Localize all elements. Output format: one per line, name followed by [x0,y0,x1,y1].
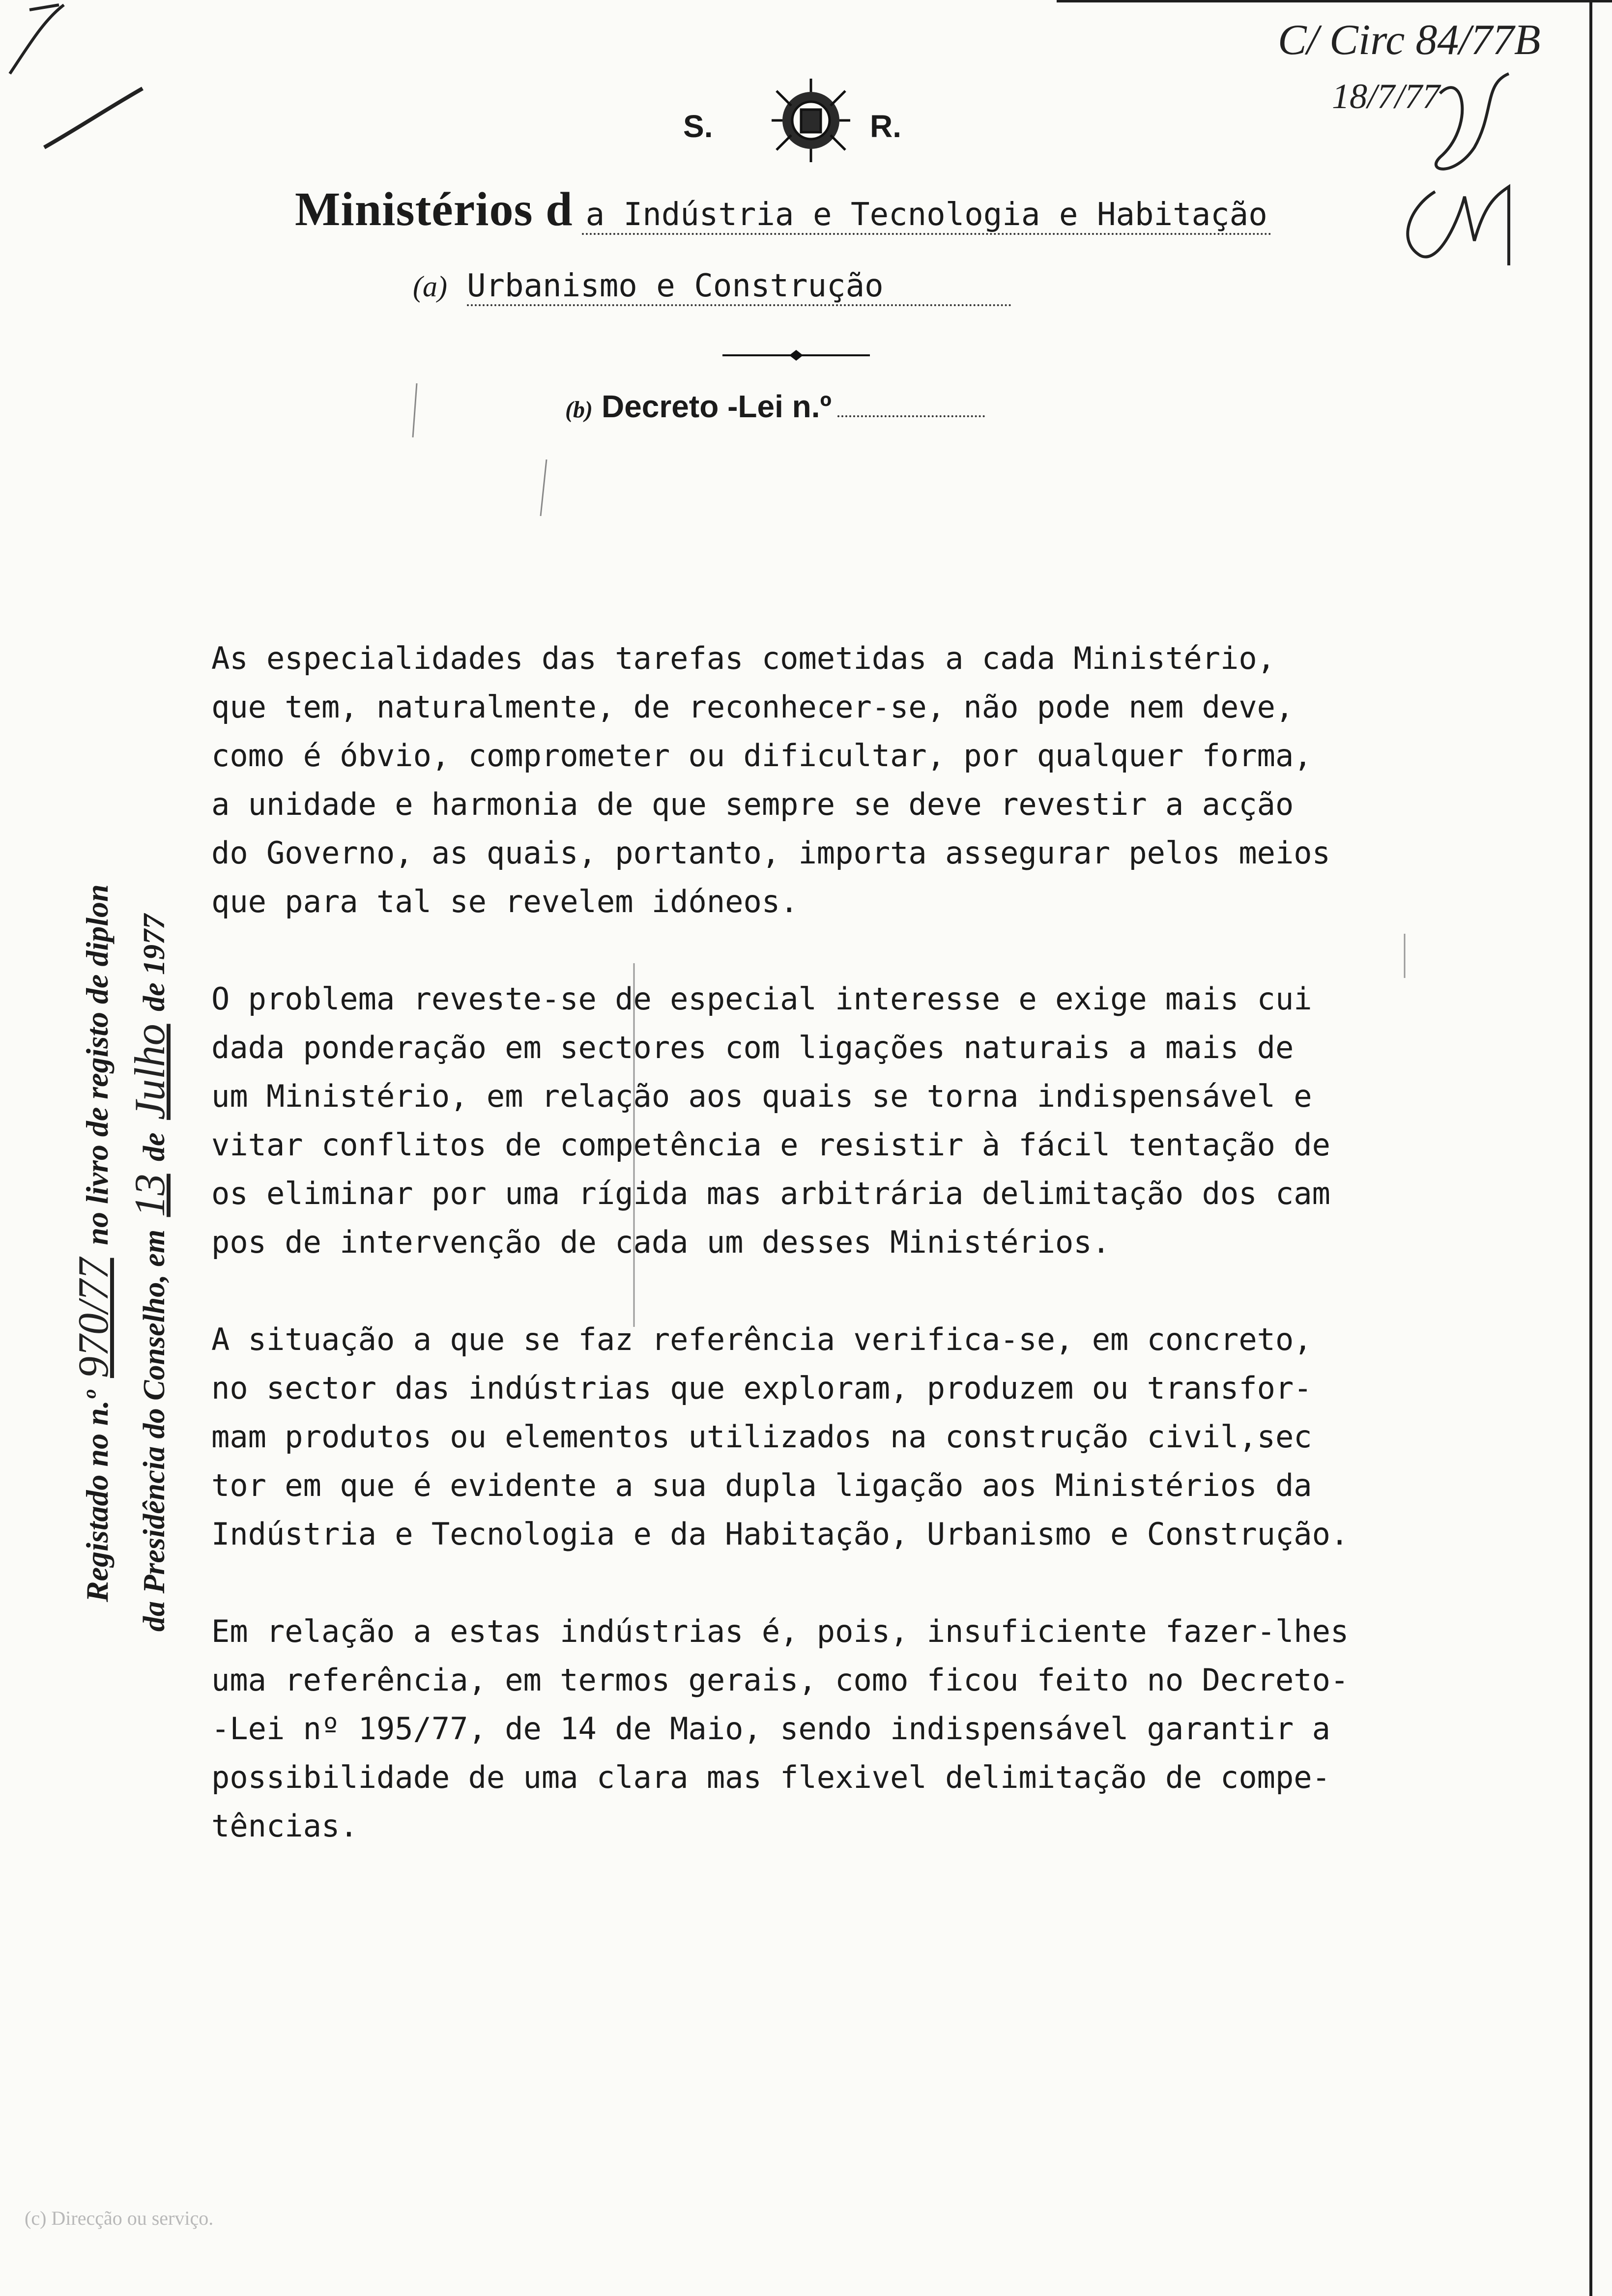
decree-text: Decreto -Lei n.º [601,389,832,424]
text-line: mam produtos ou elementos utilizados na construção civil,sec [211,1419,1312,1455]
text-line: Em relação a estas indústrias é, pois, insuficiente fazer-lhes [211,1613,1349,1649]
header-letter-r: R. [870,109,901,144]
text-line: vitar conflitos de competência e resistir à fácil tentação de [211,1127,1330,1163]
stamp-presidency: da Presidência do Conselho, em [138,1229,171,1632]
decree-number-blank [837,415,985,417]
text-line: pos de intervenção de cada um desses Ministérios. [211,1224,1111,1260]
text-line: que tem, naturalmente, de reconhecer-se, não pode nem deve, [211,689,1294,725]
text-line: Indústria e Tecnologia e da Habitação, Urbanismo e Construção. [211,1516,1349,1552]
stamp-no: no n.º [80,1391,115,1467]
document-body [211,634,1450,1899]
stamp-day: 13 [126,1174,174,1217]
line-a-text: Urbanismo e Construção [467,268,1011,306]
ministry-prefix: Ministérios d [295,183,573,236]
top-border-line [1057,0,1612,2]
text-line: os eliminar por uma rígida mas arbitrária delimitação dos cam [211,1176,1330,1211]
stamp-month: Julho [126,1024,174,1120]
signature-loop [1436,74,1509,169]
registration-stamp-line-1 [69,884,118,1602]
ministry-name: a Indústria e Tecnologia e Habitação [582,197,1271,235]
text-line: -Lei nº 195/77, de 14 de Maio, sendo indispensável garantir a [211,1711,1330,1747]
stamp-registry-number: 970/77 [70,1258,117,1378]
text-line: que para tal se revelem idóneos. [211,884,799,919]
paragraph-4 [211,1607,1450,1850]
text-line: uma referência, em termos gerais, como ficou feito no Decreto- [211,1662,1349,1698]
ministry-title [295,182,1271,237]
text-line: um Ministério, em relação aos quais se torna indispensável e [211,1078,1312,1114]
subtitle-line-a [413,268,1011,304]
corner-scribble [10,5,64,74]
handwriting-strokes [1278,10,1592,265]
stamp-de: de [138,1132,171,1161]
text-line: A situação a que se faz referência verifica-se, em concreto, [211,1321,1312,1357]
text-line: no sector das indústrias que exploram, produzem ou transfor- [211,1370,1312,1406]
text-line: possibilidade de uma clara mas flexivel delimitação de compe- [211,1759,1330,1795]
text-line: como é óbvio, comprometer ou dificultar, por qualquer forma, [211,738,1312,774]
stamp-book: no livro de registo de diplon [80,884,115,1245]
line-a-label: (a) [413,270,447,303]
stamp-registered: Registado [80,1474,115,1602]
handwritten-line-1: C/ Circ 84/77B [1278,16,1541,64]
handwritten-annotation [1278,10,1592,265]
handwritten-line-2: 18/7/77 [1332,77,1440,116]
paragraph-3 [211,1315,1450,1558]
decree-label: (b) [565,397,593,423]
text-line: do Governo, as quais, portanto, importa assegurar pelos meios [211,835,1330,871]
decree-line [565,388,985,425]
vertical-tick [541,459,547,516]
text-line: tor em que é evidente a sua dupla ligação aos Ministérios da [211,1467,1312,1503]
corner-stroke [44,88,143,147]
paragraph-1 [211,634,1450,926]
text-line: dada ponderação em sectores com ligações naturais a mais de [211,1030,1294,1065]
paragraph-2 [211,975,1450,1266]
vertical-tick [413,383,417,437]
right-border-line [1589,0,1592,2296]
stamp-year: de 1977 [138,914,171,1011]
header-letter-s: S. [683,109,713,144]
footer-note: (c) Direcção ou serviço. [25,2207,214,2229]
text-line: O problema reveste-se de especial interesse e exige mais cui [211,981,1312,1017]
text-line: tências. [211,1808,358,1844]
text-line: a unidade e harmonia de que sempre se deve revestir a acção [211,786,1294,822]
registration-stamp-line-2 [125,914,175,1632]
signature-mark [1408,187,1509,265]
text-line: As especialidades das tarefas cometidas a cada Ministério, [211,640,1275,676]
ornamental-divider [722,348,870,363]
